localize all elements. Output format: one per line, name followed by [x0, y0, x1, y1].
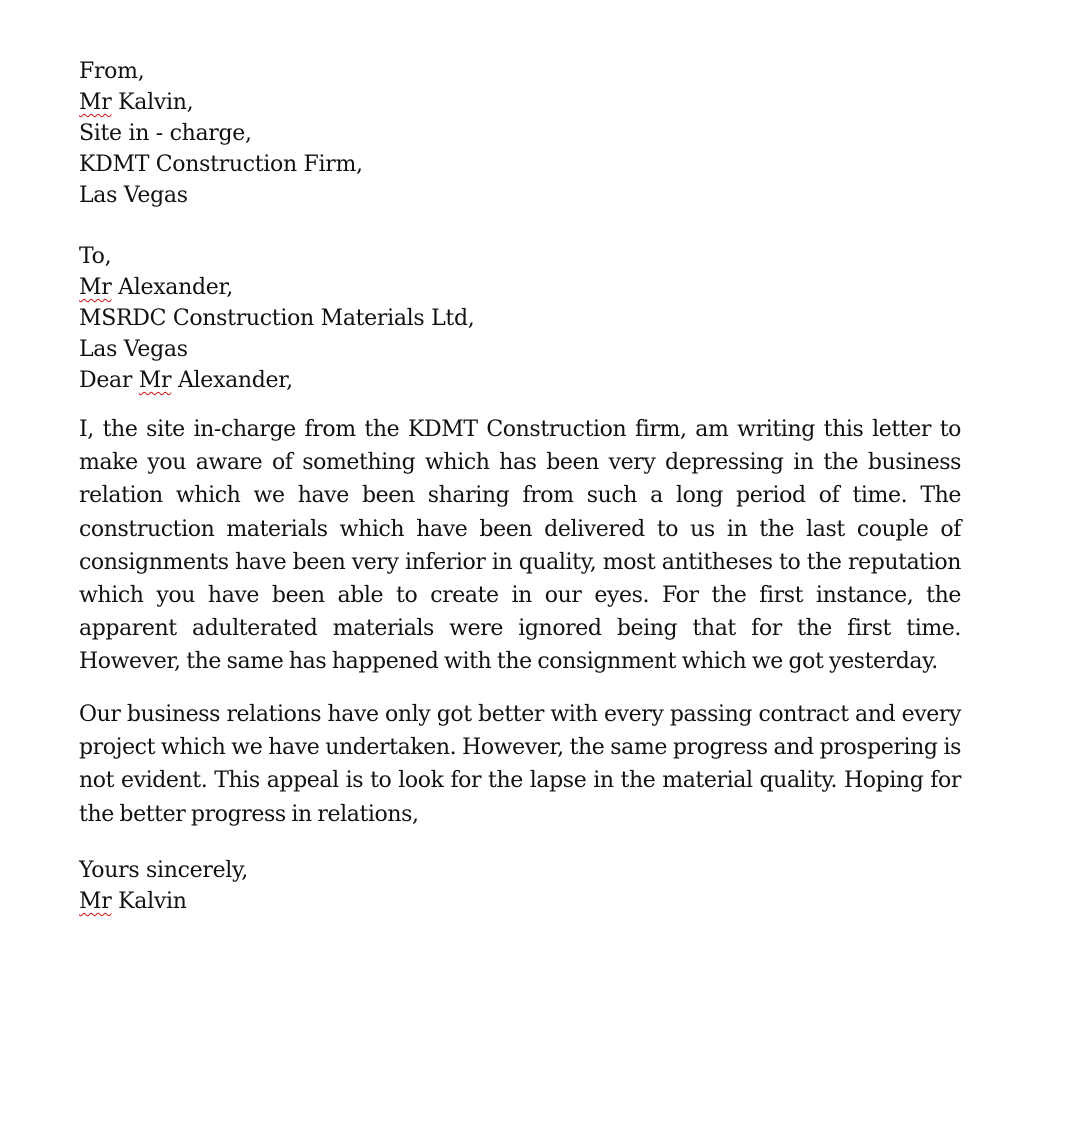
sender-name-rest: Kalvin, [111, 90, 194, 115]
spellcheck-flagged-word: Mr [79, 889, 112, 914]
sender-title: Site in - charge, [79, 121, 252, 146]
body-paragraph-2: Our business relations have only got better with every passing contract and every project which we have undertaken. However, the same progress and prospering is not evident. This appeal is to look for the lapse in the material quality. Hoping for the better progress in relations, [79, 702, 961, 827]
salutation-before: Dear [79, 368, 139, 393]
salutation-after: Alexander, [171, 368, 293, 393]
recipient-city: Las Vegas [79, 337, 188, 362]
body-paragraph-1: I, the site in-charge from the KDMT Construction firm, am writing this letter to make you aware of something which has been very depressing in the business relation which we have been sharing from such a long period of time. The construction materials which have been delivered to us in the last couple of consignments have been very inferior in quality, most antitheses to the reputation which you have been able to create in our eyes. For the first instance, the apparent adulterated materials were ignored being that for the first time. However, the same has happened with the consignment which we got yesterday. [79, 417, 961, 675]
signature-name [79, 886, 248, 917]
closing-block [79, 855, 248, 917]
spellcheck-flagged-word: Mr [79, 90, 112, 115]
recipient-name [79, 272, 474, 303]
recipient-company: MSRDC Construction Materials Ltd, [79, 306, 475, 331]
recipient-address-block [79, 241, 474, 396]
salutation [79, 365, 474, 396]
valediction: Yours sincerely, [79, 858, 248, 883]
sender-city: Las Vegas [79, 183, 188, 208]
recipient-name-rest: Alexander, [111, 275, 233, 300]
sender-address-block [79, 56, 363, 211]
spellcheck-flagged-word: Mr [138, 368, 172, 393]
spellcheck-flagged-word: Mr [79, 275, 112, 300]
signature-name-rest: Kalvin [111, 889, 187, 914]
sender-name [79, 87, 363, 118]
to-heading: To, [79, 244, 112, 269]
from-heading: From, [79, 59, 145, 84]
sender-firm: KDMT Construction Firm, [79, 152, 363, 177]
